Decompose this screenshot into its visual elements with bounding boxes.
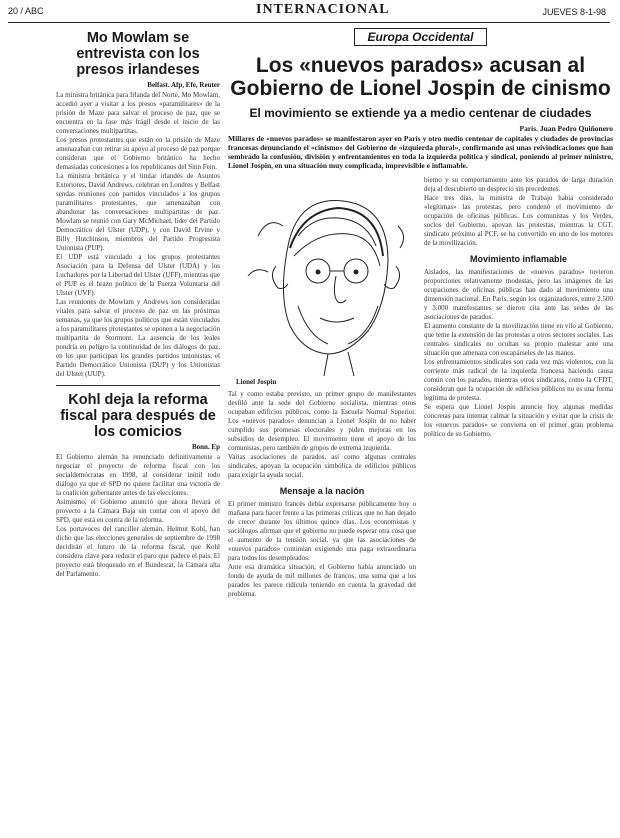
main-subheadline: El movimiento se extiende ya a medio centenar de ciudades [249, 106, 592, 120]
column-b-paragraph: El aumento constante de la movilización tiene en vilo al Gobierno, que teme la extensión de las protestas a otros sectores sociales. Las centrales sindicales no ocultan su propio malestar ante una situación que amenaza con escapárseles de las manos. [424, 322, 613, 357]
article-columns [228, 176, 613, 776]
article2-paragraph: Asimismo, el Gobierno anunció que ahora llevará el proyecto a la Cámara Baja sin contar con el apoyo del SPD, que está en contra de la reforma. [56, 498, 220, 524]
main-byline: París. Juan Pedro Quiñonero [519, 124, 613, 133]
column-b [424, 176, 613, 439]
left-column [56, 30, 220, 830]
article1-paragraph: El UDP está vinculado a los grupos protestantes Asociación para la Defensa del Ulster (UDA) y los Luchadores por la Libertad del Ulster (UFF), mientras que el PUP es el brazo político de la Fuerza Voluntaria del Ulster (UVF). [56, 253, 220, 297]
column-b-paragraph: Hace tres días, la ministra de Trabajo había considerado «legítimas» las protestas, pero condenó el movimiento de ocupación de oficinas públicas. Los comunistas y los Verdes, socios del Gobierno, apoyan las protestas, mientras la CGT, sindicato próximo al PCF, se ha convertido en uno de los motores de la movilización. [424, 194, 613, 247]
kicker-wrapper [228, 28, 613, 46]
column-a [228, 176, 416, 599]
article-divider [56, 385, 220, 386]
article1-headline: Mo Mowlam se entrevista con los presos irlandeses [76, 30, 200, 78]
article1-byline: Belfast. Afp, Efe, Reuter [147, 81, 220, 89]
article1-paragraph: Las reuniones de Mowlam y Andrews son consideradas vitales para salvar el proceso de paz en las próximas semanas, ya que los grupos políticos que están vinculados a los paramilitares protestantes se oponen a la negociación multipartita de Stormont. La ausencia de los leales pondría en peligro la continuidad de los diálogos de paz, en los que participan los grandes partidos unionistas, el Partido Democrático Unionista (DUP) y los Unionistas del Ulster (UUP). [56, 298, 220, 378]
article1-paragraph: La ministra británica y el titular irlandés de Asuntos Exteriores, David Andrews, celebran en Londres y Belfast sendas reuniones con partidos vinculados a los grupos paramilitares protestantes, que amenazaban con abandonar las conversaciones multipartitas de paz. Mowlam se reunió con Gary McMichael, líder del Partido Democrático del Ulster (UDP), y con David Ervine y Billy Hutchinson, miembros del Partido Progresista Unionista (PUP). [56, 172, 220, 252]
portrait-caption: Lionel Jospin [236, 378, 277, 386]
main-lead: Millares de «nuevos parados» se manifestaron ayer en París y otro medio centenar de capitales y ciudades de provincias francesas denunciando el «cinismo» del Gobierno de «izquierda plural», confirmando así unas reivindicaciones que han sembrado la confusión, división y enfrentamientos en toda la izquierda política y sindical, poniendo al primer ministro, Lionel Jospin, en una situación muy complicada, imprevisible e inflamable. [228, 134, 613, 170]
section-title: INTERNACIONAL [256, 2, 390, 17]
column-b-paragraph: Aislados, las manifestaciones de «nuevos parados» tuvieron proporciones relativamente modestas, pero las imágenes de las ocupaciones de oficinas públicas han dado al movimiento una dimensión nacional. En París, según los organizadores, entre 2.500 y 3.000 manifestantes se dieron cita ante las sedes de las asociaciones de parados. [424, 268, 613, 321]
article2-paragraph: El Gobierno alemán ha renunciado definitivamente a negociar el proyecto de reforma fiscal con los socialdemócratas en 1998, al considerar inútil todo diálogo ya que el SPD no quiere facilitar una victoria de la coalición gobernante antes de las elecciones. [56, 453, 220, 497]
column-a-paragraph: El primer ministro francés debía expresarse públicamente hoy o mañana para hacer frente a las primeras críticas que no han dejado de crecer durante los últimos quince días. Los economistas y sociólogos afirman que el gobierno no puede esperar otra cosa que el aumento de la tensión social, ya que las asociaciones de «nuevos parados» continúan exigiendo una paga extraordinaria para todos los desempleados. [228, 500, 416, 562]
portrait-illustration [228, 176, 416, 376]
article2-byline: Bonn. Ep [191, 443, 220, 451]
column-b-paragraph: Los enfrentamientos sindicales son cada vez más violentos, con la corriente más radical de la izquierda francesa haciendo causa común con los parados, mientras otros sindicatos, como la CFDT, consideran que la ocupación de edificios públicos no es una forma legítima de protesta. [424, 358, 613, 402]
article1-paragraph: La ministra británica para Irlanda del Norte, Mo Mowlam, accedió ayer a visitar a los presos «paramilitares» de la prisión de Maze para salvar el proceso de paz, que se encuentra en la fase más frágil desde el inicio de las conversaciones multipartitas. [56, 91, 220, 135]
column-a-paragraph: Tal y como estaba previsto, un primer grupo de manifestantes desfiló ante la sede del Gobierno socialista, mientras otros ocupaban edificios públicos, como la Escuela Normal Superior. Los «nuevos parados» denuncian a Lionel Jospin de no haber cumplido sus promesas electorales y piden mejoras en los subsidios de desempleo. El movimiento tiene el apoyo de los comunistas, pero también de grupos de extrema izquierda. [228, 390, 416, 452]
article2-headline: Kohl deja la reforma fiscal para después de los comicios [60, 392, 216, 440]
article2-paragraph: Los portavoces del canciller alemán, Helmut Kohl, han dicho que las elecciones generales de septiembre de 1998 decidirán el futuro de la reforma fiscal, que Kohl considera clave para reducir el paro que padece el país. El proyecto está bloqueado en el Bundesrat, la Cámara alta del Parlamento. [56, 525, 220, 578]
column-b-paragraph: Se espera que Lionel Jospin anuncie hoy algunas medidas concretas para intentar calmar la situación y evitar que la crisis de los «nuevos parados» se convierta en el primer gran problema político de su Gobierno. [424, 403, 613, 438]
main-article [228, 24, 613, 832]
article1-paragraph: Los presos protestantes que están en la prisión de Maze amenazaban con retirar su apoyo al proceso de paz porque consideran que el Gobierno británico ha hecho demasiadas concesiones a los republicanos del Sinn Fein. [56, 136, 220, 171]
subhead-mensaje: Mensaje a la nación [279, 486, 365, 496]
subhead-movimiento: Movimiento inflamable [469, 254, 567, 264]
page-label: 20 / ABC [8, 6, 44, 16]
section-kicker: Europa Occidental [354, 28, 486, 46]
column-a-paragraph: Varias asociaciones de parados, así como algunas centrales sindicales, apoyan la ocupación simbólica de edificios públicos para exigir la ayuda social. [228, 453, 416, 479]
main-headline: Los «nuevos parados» acusan al Gobierno de Lionel Jospin de cinismo [230, 54, 611, 100]
column-b-paragraph: bierno y su comportamiento ante los parados de larga duración deja al descubierto un desprecio sin precedentes. [424, 176, 613, 193]
column-a-paragraph: Ante esa dramática situación, el Gobierno había anunciado un fondo de ayuda de mil millones de francos, una suma que a los parados les parece ridícula teniendo en cuenta la gravedad del problema. [228, 563, 416, 598]
issue-date: JUEVES 8-1-98 [542, 7, 606, 17]
page-header [8, 2, 610, 23]
